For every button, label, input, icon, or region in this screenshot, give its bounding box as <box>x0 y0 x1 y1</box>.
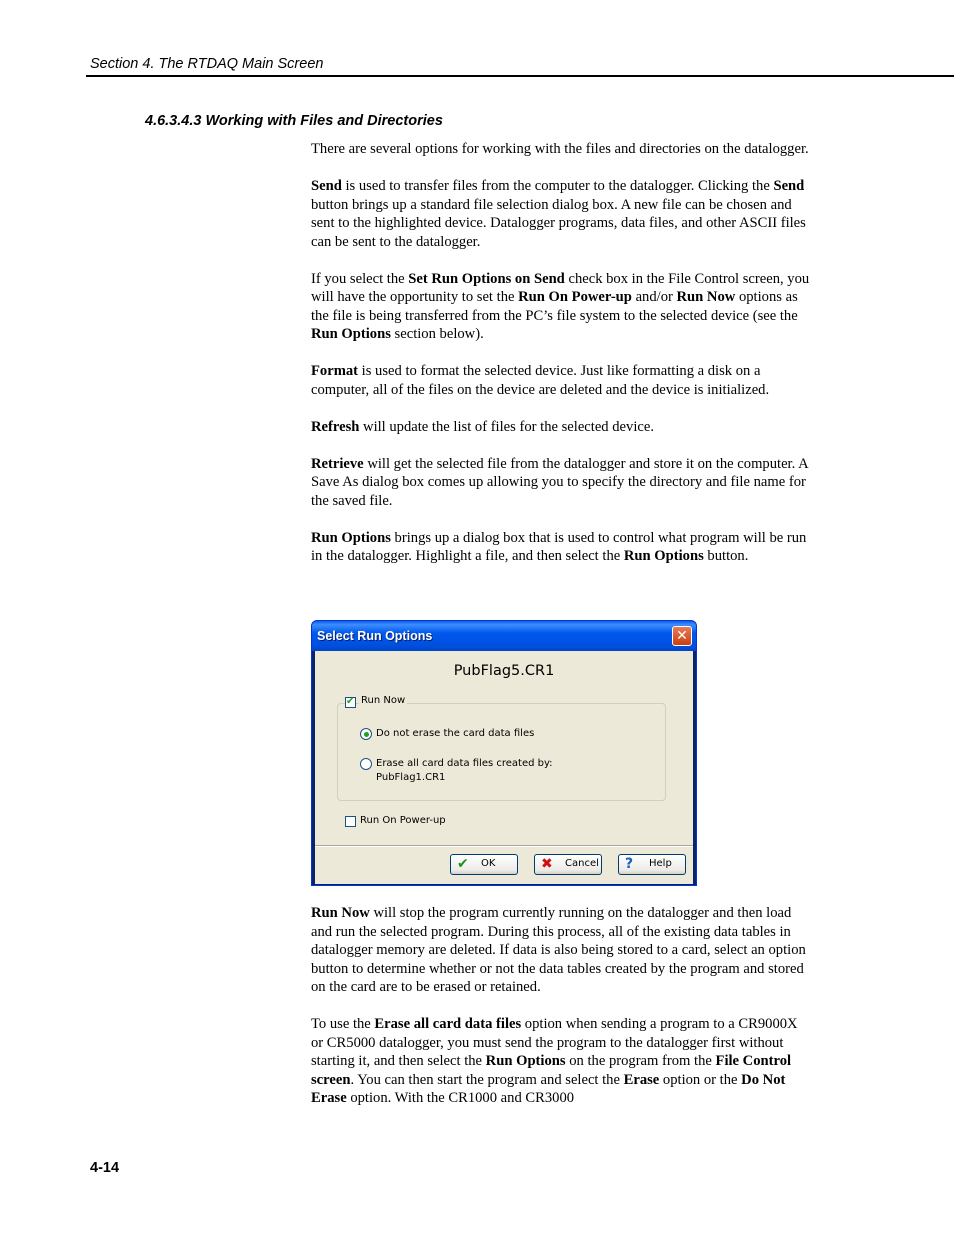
dialog-titlebar[interactable] <box>312 621 696 651</box>
cancel-button-label: Cancel <box>565 858 599 869</box>
run-now-groupbox <box>337 703 666 801</box>
paragraph-format: Format is used to format the selected device. Just like formatting a disk on a computer, all of the files on the device are deleted and the device is initialized. <box>311 363 770 398</box>
check-icon: ✔ <box>346 696 355 707</box>
erase-source-filename: PubFlag1.CR1 <box>376 772 446 783</box>
radio-do-not-erase[interactable] <box>360 728 372 740</box>
body-text-top <box>311 140 811 584</box>
help-button[interactable] <box>618 854 686 875</box>
paragraph-intro: There are several options for working with the files and directories on the datalogger. <box>311 141 809 157</box>
ok-button-label: OK <box>481 858 496 869</box>
question-mark-icon: ? <box>625 856 634 872</box>
run-now-checkbox[interactable] <box>345 697 356 708</box>
run-on-powerup-label[interactable]: Run On Power-up <box>360 815 446 826</box>
paragraph-retrieve: Retrieve will get the selected file from the datalogger and store it on the computer. A Save As dialog box comes up allowing you to specify the directory and file name for the saved file. <box>311 455 808 509</box>
radio-erase-all-label[interactable]: Erase all card data files created by: <box>376 758 553 769</box>
close-button[interactable] <box>672 626 692 646</box>
running-header: Section 4. The RTDAQ Main Screen <box>90 56 324 72</box>
run-now-label[interactable]: Run Now <box>361 695 406 706</box>
header-rule <box>86 75 954 77</box>
paragraph-refresh: Refresh will update the list of files for the selected device. <box>311 418 654 435</box>
paragraph-send: Send is used to transfer files from the computer to the datalogger. Clicking the Send button brings up a standard file selection dialog box. A new file can be chosen and sent to the highlighted device. Datalogger programs, data files, and other ASCII files can be sent to the datalogger. <box>311 178 806 250</box>
radio-erase-all[interactable] <box>360 758 372 770</box>
program-filename: PubFlag5.CR1 <box>453 663 555 679</box>
run-on-powerup-checkbox[interactable] <box>345 816 356 827</box>
paragraph-set-run-options: If you select the Set Run Options on Send check box in the File Control screen, you will have the opportunity to set the Run On Power-up and/or Run Now options as the file is being transferred from the PC’s file system to the selected device (see the Run Options section below). <box>311 270 810 342</box>
checkmark-icon: ✔ <box>457 856 469 872</box>
red-x-icon: ✖ <box>541 856 553 872</box>
dialog-client-area <box>315 651 693 884</box>
dialog-title: Select Run Options <box>317 629 433 643</box>
button-separator <box>315 845 693 847</box>
body-text-bottom <box>311 904 811 1126</box>
close-icon: ✕ <box>676 628 688 644</box>
ok-button[interactable] <box>450 854 518 875</box>
section-heading: 4.6.3.4.3 Working with Files and Directories <box>145 113 443 129</box>
paragraph-run-now: Run Now will stop the program currently running on the datalogger and then load and run the selected program. During this process, all of the existing data tables in datalogger memory are deleted. If data is also being stored to a card, select an option button to determine whether or not the data tables created by the program and stored on the card are to be erased or retained. <box>311 905 806 995</box>
paragraph-run-options: Run Options brings up a dialog box that is used to control what program will be run in the datalogger. Highlight a file, and then select the Run Options button. <box>311 529 807 564</box>
radio-do-not-erase-label[interactable]: Do not erase the card data files <box>376 728 535 739</box>
paragraph-erase-all: To use the Erase all card data files option when sending a program to a CR9000X or CR5000 datalogger, you must send the program to the datalogger first without starting it, and then select the Run Options on the program from the File Control screen. You can then start the program and select the Erase option or the Do Not Erase option. With the CR1000 and CR3000 <box>311 1016 798 1106</box>
help-button-label: Help <box>649 858 672 869</box>
radio-selected-dot <box>364 732 369 737</box>
page-number: 4-14 <box>90 1160 120 1176</box>
select-run-options-dialog <box>311 620 697 886</box>
cancel-button[interactable] <box>534 854 602 875</box>
